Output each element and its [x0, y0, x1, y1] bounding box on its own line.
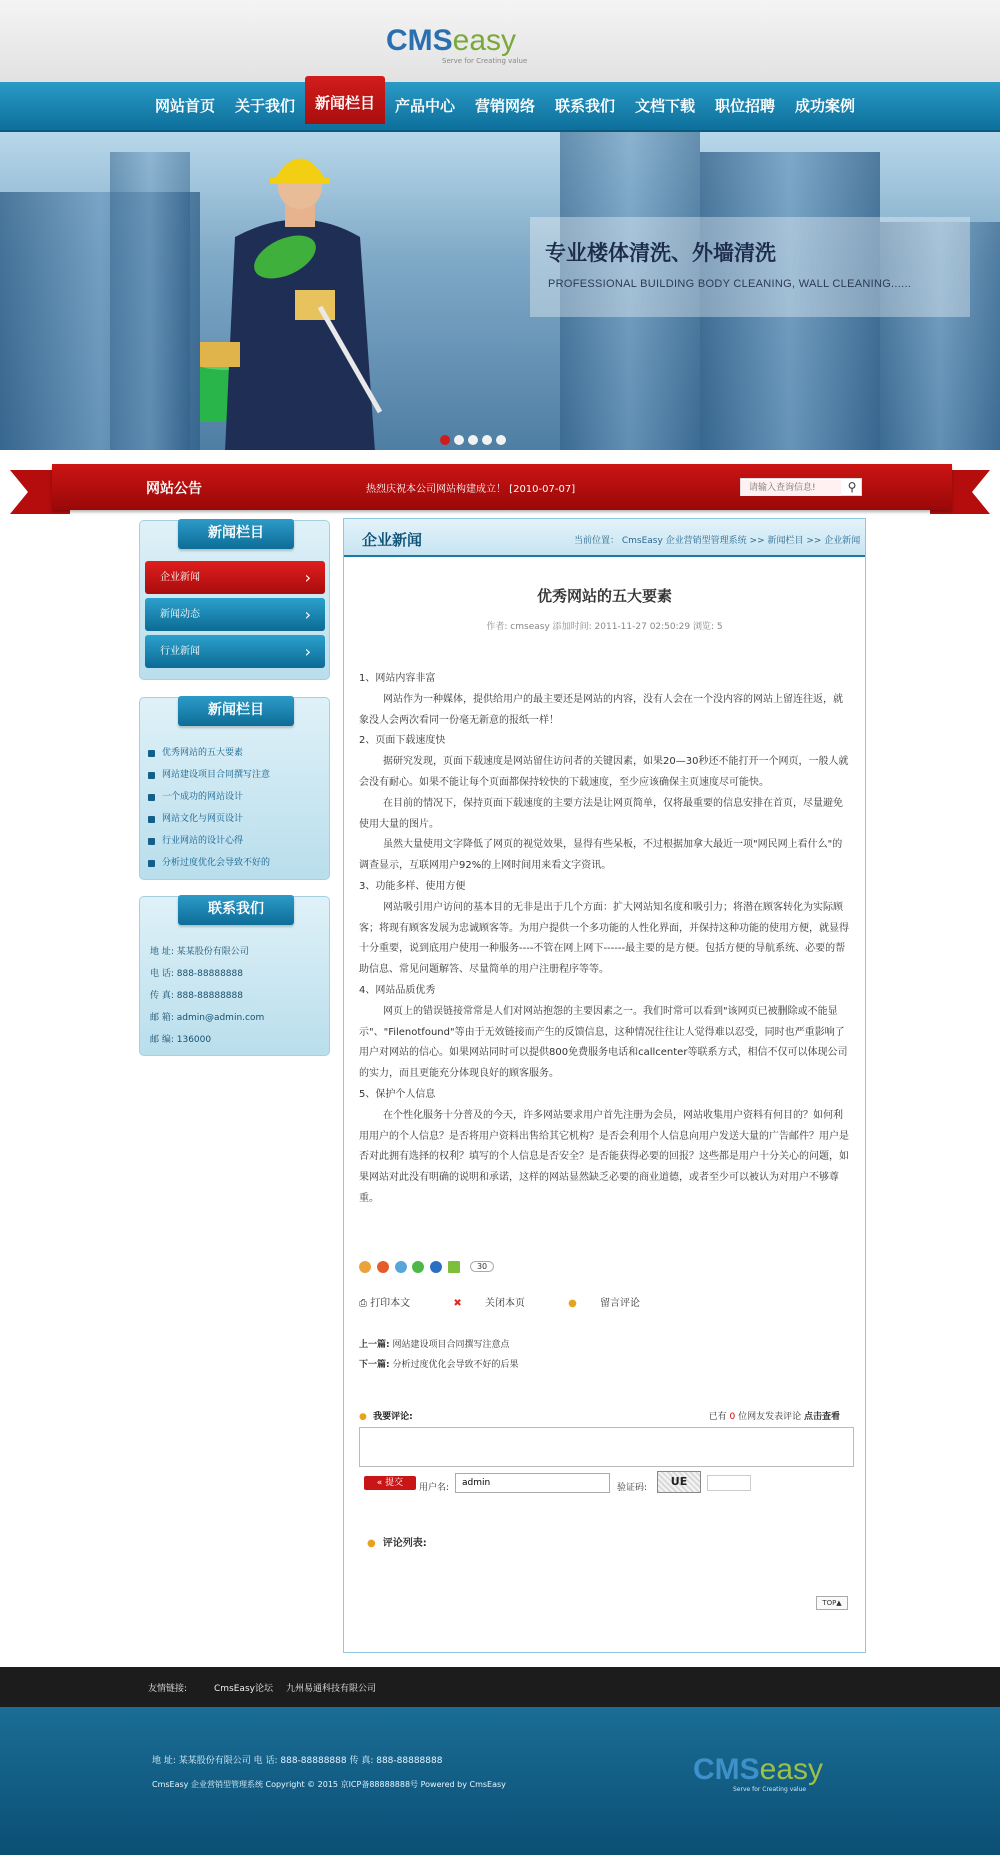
- logo-cms: CMS: [386, 24, 453, 57]
- article-paragraph: 4、网站品质优秀: [359, 984, 436, 996]
- captcha-image[interactable]: UE: [657, 1471, 701, 1493]
- breadcrumb[interactable]: 当前位置： CmsEasy 企业营销型管理系统 >> 新闻栏目 >> 企业新闻: [574, 536, 861, 546]
- submit-button[interactable]: « 提交: [364, 1476, 416, 1490]
- share-more-icon[interactable]: [448, 1261, 460, 1273]
- news-list-item[interactable]: 优秀网站的五大要素: [148, 742, 270, 764]
- notice-title: 网站公告: [146, 481, 202, 497]
- friend-link-1[interactable]: CmsEasy论坛: [214, 1684, 273, 1694]
- footer-copyright: CmsEasy 企业营销型管理系统 Copyright © 2015 京ICP备88888888号 Powered by CmsEasy: [152, 1780, 506, 1789]
- captcha-label: 验证码:: [617, 1483, 648, 1493]
- article-paragraph: 虽然大量使用文字降低了网页的视觉效果，显得有些呆板，不过根据加拿大最近一项"网民网上看什么"的调查显示，互联网用户92%的上网时间用来看文字资讯。: [359, 839, 843, 872]
- slider-dot-1[interactable]: [440, 435, 450, 445]
- search-box: [740, 478, 862, 496]
- main-header-title: 企业新闻: [362, 531, 423, 549]
- article-paragraph: 网站吸引用户访问的基本目的无非是出于几个方面：扩大网站知名度和吸引力；将潜在顾客转化为实际顾客；将现有顾客发展为忠诚顾客等。为用户提供一个多功能的人性化界面，并保持这种功能的使用方便，就显得十分重要，说到底用户使用一种服务----不管在网上网下------最主要的是方便。包括方便的导航系统、必要的帮助信息、常见问题解答、尽量简单的用户注册程序等等。: [359, 901, 849, 976]
- news-list-item[interactable]: 行业网站的设计心得: [148, 830, 270, 852]
- comment-count: 已有 0 位网友发表评论 点击查看: [708, 1412, 840, 1422]
- sidebar-news-box: [139, 697, 330, 880]
- sidebar-category-box: [139, 520, 330, 680]
- nav-item-1[interactable]: 网站首页: [154, 98, 215, 115]
- nav-item-4[interactable]: 产品中心: [394, 98, 455, 115]
- logo-tagline: Serve for Creating value: [442, 57, 528, 65]
- article-tools: [359, 1294, 680, 1309]
- share-wechat-icon[interactable]: [412, 1261, 424, 1273]
- next-article-link[interactable]: 分析过度优化会导致不好的后果: [392, 1360, 519, 1370]
- nav-item-2[interactable]: 关于我们: [234, 98, 295, 115]
- banner-title: 专业楼体清洗、外墙清洗: [545, 241, 776, 265]
- banner: [0, 132, 1000, 450]
- article-paragraph: 3、功能多样、使用方便: [359, 880, 466, 892]
- news-list-item[interactable]: 网站文化与网页设计: [148, 808, 270, 830]
- banner-caption-bg: [530, 217, 970, 317]
- header: [0, 0, 1000, 82]
- banner-subtitle: PROFESSIONAL BUILDING BODY CLEANING, WALL CLEANING......: [548, 278, 912, 290]
- share-renren-icon[interactable]: [430, 1261, 442, 1273]
- share-bar: [359, 1259, 494, 1275]
- share-tqq-icon[interactable]: [395, 1261, 407, 1273]
- comment-link[interactable]: ● 留言评论: [568, 1298, 641, 1309]
- main-nav: [0, 82, 1000, 132]
- article-paragraph: 5、保护个人信息: [359, 1088, 436, 1100]
- news-list-item[interactable]: 一个成功的网站设计: [148, 786, 270, 808]
- nav-item-8[interactable]: 职位招聘: [714, 98, 775, 115]
- search-icon[interactable]: ⚲: [847, 480, 857, 494]
- username-input[interactable]: [455, 1473, 610, 1493]
- back-to-top-button[interactable]: TOP▲: [816, 1596, 848, 1610]
- friend-link-2[interactable]: 九州易通科技有限公司: [286, 1684, 377, 1694]
- article-paragraph: 在目前的情况下，保持页面下载速度的主要方法是让网页简单，仅将最重要的信息安排在首页，尽量避免使用大量的图片。: [359, 797, 843, 830]
- sidebar-contact-box: [139, 896, 330, 1056]
- chevron-right-icon: ›: [304, 642, 311, 661]
- article-paragraph: 网页上的错误链接常常是人们对网站抱怨的主要因素之一。我们时常可以看到"该网页已被删除或不能显示"、"Filenotfound"等由于无效链接而产生的反馈信息，这种情况往往让人觉得难以忍受，同时也严重影响了用户对网站的信心。如果网站同时可以提供800免费服务电话和callcenter等联系方式，相信不仅可以体现公司的实力，而且更能充分体现良好的顾客服务。: [359, 1005, 848, 1080]
- logo-easy: easy: [452, 24, 517, 57]
- worker-illustration: [200, 142, 400, 450]
- category-item-1[interactable]: 企业新闻 ›: [145, 561, 325, 594]
- news-box-title: 新闻栏目: [178, 696, 294, 726]
- chevron-right-icon: ›: [304, 605, 311, 624]
- comment-textarea[interactable]: [359, 1427, 854, 1467]
- contact-item: 地 址: 某某股份有限公司: [150, 947, 249, 957]
- article-paragraph: 在个性化服务十分普及的今天，许多网站要求用户首先注册为会员，网站收集用户资料有何目的？如何利用用户的个人信息？是否将用户资料出售给其它机构？是否会利用个人信息向用户发送大量的广告邮件？用户是否对此拥有选择的权利？填写的个人信息是否安全？是否能获得必要的回报？这些都是用户十分关心的问题，如果网站对此没有明确的说明和承诺，这样的网站显然缺乏必要的商业道德，或者至少可以被认为对用户不够尊重。: [359, 1109, 849, 1204]
- nav-item-3[interactable]: 新闻栏目: [305, 76, 385, 124]
- article-paragraph: 2、页面下载速度快: [359, 735, 446, 747]
- notice-bar: [0, 462, 1000, 518]
- contact-item: 邮 编: 136000: [150, 1035, 212, 1045]
- nav-item-5[interactable]: 营销网络: [474, 98, 535, 115]
- username-label: 用户名:: [419, 1483, 450, 1493]
- contact-item: 邮 箱: admin@admin.com: [150, 1013, 265, 1023]
- news-list-item[interactable]: 分析过度优化会导致不好的: [148, 852, 270, 874]
- close-page-button[interactable]: ✖ 关闭本页: [453, 1298, 525, 1309]
- article-body: [359, 669, 851, 1210]
- nav-item-7[interactable]: 文档下载: [634, 98, 695, 115]
- slider-dot-3[interactable]: [468, 435, 478, 445]
- print-button[interactable]: ⎙ 打印本文: [359, 1298, 411, 1309]
- footer: [0, 1707, 1000, 1855]
- footer-logo[interactable]: CMSeasy Serve for Creating value: [693, 1753, 824, 1793]
- notice-message[interactable]: 热烈庆祝本公司网站构建成立！ [2010-07-07]: [366, 484, 576, 495]
- logo[interactable]: [386, 24, 546, 64]
- article-title: 优秀网站的五大要素: [536, 587, 672, 605]
- prev-article-link[interactable]: 网站建设项目合同撰写注意点: [392, 1340, 510, 1350]
- article-paragraph: 据研究发现，页面下载速度是网站留住访问者的关键因素，如果20—30秒还不能打开一个网页，一般人就会没有耐心。如果不能让每个页面都保持较快的下载速度，至少应该确保主页速度尽可能快。: [359, 756, 849, 788]
- footer-contact: 地 址: 某某股份有限公司 电 话: 888-88888888 传 真: 888-88888888: [152, 1756, 443, 1766]
- comment-list-title: ● 评论列表:: [367, 1538, 427, 1549]
- article-meta: 作者: cmseasy 添加时间: 2011-11-27 02:50:29 浏览: 5: [486, 622, 723, 632]
- article-paragraph: 1、网站内容非富: [359, 673, 436, 684]
- prev-next: 上一篇: 网站建设项目合同撰写注意点 下一篇: 分析过度优化会导致不好的后果: [359, 1340, 519, 1370]
- captcha-input[interactable]: [707, 1475, 751, 1491]
- main-header: [344, 519, 865, 557]
- slider-dots: [440, 434, 510, 448]
- comment-title: ● 我要评论:: [359, 1412, 413, 1422]
- search-input[interactable]: [741, 480, 841, 496]
- slider-dot-4[interactable]: [482, 435, 492, 445]
- contact-box-title: 联系我们: [178, 895, 294, 925]
- share-qzone-icon[interactable]: [359, 1261, 371, 1273]
- category-item-3[interactable]: 行业新闻 ›: [145, 635, 325, 668]
- slider-dot-5[interactable]: [496, 435, 506, 445]
- contact-item: 传 真: 888-88888888: [150, 991, 243, 1001]
- news-list-item[interactable]: 网站建设项目合同撰写注意: [148, 764, 270, 786]
- contact-item: 电 话: 888-88888888: [150, 969, 243, 979]
- article-paragraph: 网站作为一种媒体，提供给用户的最主要还是网站的内容，没有人会在一个没内容的网站上留连往返，就象没人会两次看同一份毫无新意的报纸一样！: [359, 693, 843, 726]
- category-box-title: 新闻栏目: [178, 519, 294, 549]
- friend-links-label: 友情链接:: [148, 1684, 188, 1694]
- share-weibo-icon[interactable]: [377, 1261, 389, 1273]
- main-content: [343, 518, 866, 1653]
- slider-dot-2[interactable]: [454, 435, 464, 445]
- nav-item-6[interactable]: 联系我们: [554, 98, 615, 115]
- friend-links-bar: [0, 1667, 1000, 1707]
- view-comments-link[interactable]: 点击查看: [803, 1412, 840, 1422]
- category-item-2[interactable]: 新闻动态 ›: [145, 598, 325, 631]
- share-count: 30: [470, 1261, 494, 1272]
- nav-item-9[interactable]: 成功案例: [794, 98, 855, 115]
- chevron-right-icon: ›: [304, 568, 311, 587]
